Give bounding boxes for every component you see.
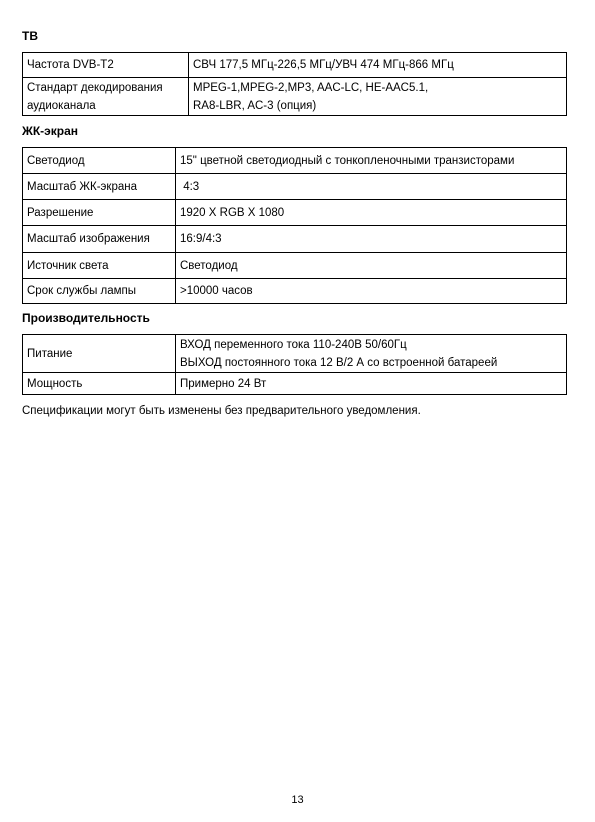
spec-value: Примерно 24 Вт [176,373,567,395]
page-number: 13 [291,794,304,806]
table-row [23,253,567,279]
spec-label: Частота DVB-T2 [23,53,189,78]
spec-value: СВЧ 177,5 МГц-226,5 МГц/УВЧ 474 МГц-866 МГц [189,53,567,78]
spec-value: Светодиод [176,253,567,279]
spec-value: 1920 X RGB X 1080 [176,200,567,226]
spec-label: Светодиод [23,148,176,174]
table-row [23,53,567,78]
spec-value: 16:9/4:3 [176,226,567,253]
spec-value: 4:3 [176,174,567,200]
section-title-lcd: ЖК-экран [22,124,79,138]
section-title-tv: ТВ [22,29,38,43]
spec-value-line: MPEG-1,MPEG-2,MP3, AAC-LC, HE-AAC5.1, [193,81,429,94]
spec-value: >10000 часов [176,279,567,304]
spec-label: Питание [23,335,176,373]
table-row [23,78,567,116]
tv-spec-table [22,52,567,116]
table-row [23,226,567,253]
spec-label [23,78,189,116]
spec-value-line: ВХОД переменного тока 110-240В 50/60Гц [180,338,407,351]
spec-label: Мощность [23,373,176,395]
table-row [23,148,567,174]
spec-value: 15" цветной светодиодный с тонкопленочными транзисторами [176,148,567,174]
spec-value-line: RA8-LBR, AC-3 (опция) [193,99,317,112]
spec-label: Срок службы лампы [23,279,176,304]
table-row [23,174,567,200]
table-row [23,279,567,304]
spec-value [189,78,567,116]
performance-spec-table [22,334,567,395]
disclaimer-note: Спецификации могут быть изменены без предварительного уведомления. [22,405,421,417]
spec-label: Источник света [23,253,176,279]
spec-value [176,335,567,373]
table-row [23,335,567,373]
section-title-performance: Производительность [22,311,150,325]
lcd-spec-table [22,147,567,304]
table-row [23,373,567,395]
spec-label-line: аудиоканала [27,99,96,112]
spec-label: Масштаб изображения [23,226,176,253]
spec-label: Масштаб ЖК-экрана [23,174,176,200]
spec-value-line: ВЫХОД постоянного тока 12 В/2 А со встроенной батареей [180,356,498,369]
spec-label-line: Стандарт декодирования [27,81,163,94]
table-row [23,200,567,226]
spec-label: Разрешение [23,200,176,226]
